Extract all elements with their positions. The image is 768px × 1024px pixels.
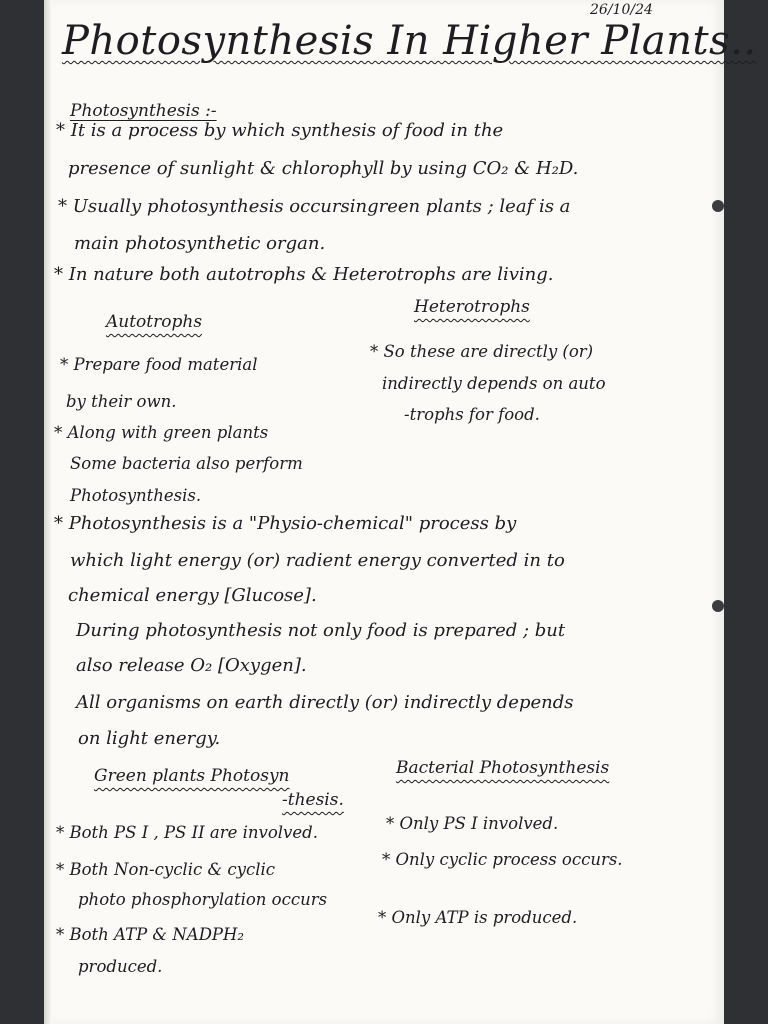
text-line: * Usually photosynthesis occursingreen plants ; leaf is a (58, 196, 571, 217)
text-line: * Photosynthesis is a "Physio-chemical" process by (54, 513, 517, 534)
heterotrophs-line: -trophs for food. (404, 405, 540, 424)
bacterial-line: * Only cyclic process occurs. (382, 850, 623, 869)
heterotrophs-heading: Heterotrophs (414, 297, 530, 317)
autotrophs-line: Some bacteria also perform (70, 454, 303, 473)
text-line: also release O₂ [Oxygen]. (76, 655, 307, 676)
notebook-page (44, 0, 757, 1024)
page-title: Photosynthesis In Higher Plants.. (62, 18, 757, 64)
text-line: which light energy (or) radient energy converted in to (70, 550, 565, 571)
page-edge-shadow (44, 0, 52, 1024)
text-line: presence of sunlight & chlorophyll by using CO₂ & H₂D. (68, 158, 579, 179)
bacterial-line: * Only PS I involved. (386, 814, 559, 833)
autotrophs-line: by their own. (66, 392, 177, 411)
text-line: chemical energy [Glucose]. (68, 585, 317, 606)
green-plants-heading-cont: -thesis. (282, 790, 344, 810)
text-line: * It is a process by which synthesis of food in the (56, 120, 504, 141)
autotrophs-line: Photosynthesis. (70, 486, 202, 505)
green-plants-heading: Green plants Photosyn (94, 766, 290, 786)
heterotrophs-line: * So these are directly (or) (370, 342, 594, 361)
autotrophs-line: * Prepare food material (60, 355, 258, 374)
green-line: produced. (78, 957, 163, 976)
autotrophs-line: * Along with green plants (54, 423, 269, 442)
green-line: photo phosphorylation occurs (78, 890, 328, 909)
date: 26/10/24 (590, 2, 653, 18)
bacterial-line: * Only ATP is produced. (378, 908, 578, 927)
green-line: * Both ATP & NADPH₂ (56, 925, 245, 944)
binder-ring-icon (712, 200, 724, 212)
text-line: on light energy. (78, 728, 221, 749)
green-line: * Both PS I , PS II are involved. (56, 823, 318, 842)
bacterial-heading: Bacterial Photosynthesis (396, 758, 610, 778)
binder-ring-icon (712, 600, 724, 612)
autotrophs-heading: Autotrophs (106, 312, 203, 332)
green-line: * Both Non-cyclic & cyclic (56, 860, 276, 879)
section-heading: Photosynthesis :- (70, 101, 217, 121)
heterotrophs-line: indirectly depends on auto (382, 374, 606, 393)
text-line: main photosynthetic organ. (74, 233, 326, 254)
text-line: All organisms on earth directly (or) indirectly depends (76, 692, 574, 713)
text-line: During photosynthesis not only food is prepared ; but (76, 620, 566, 641)
text-line: * In nature both autotrophs & Heterotrophs are living. (54, 264, 554, 285)
